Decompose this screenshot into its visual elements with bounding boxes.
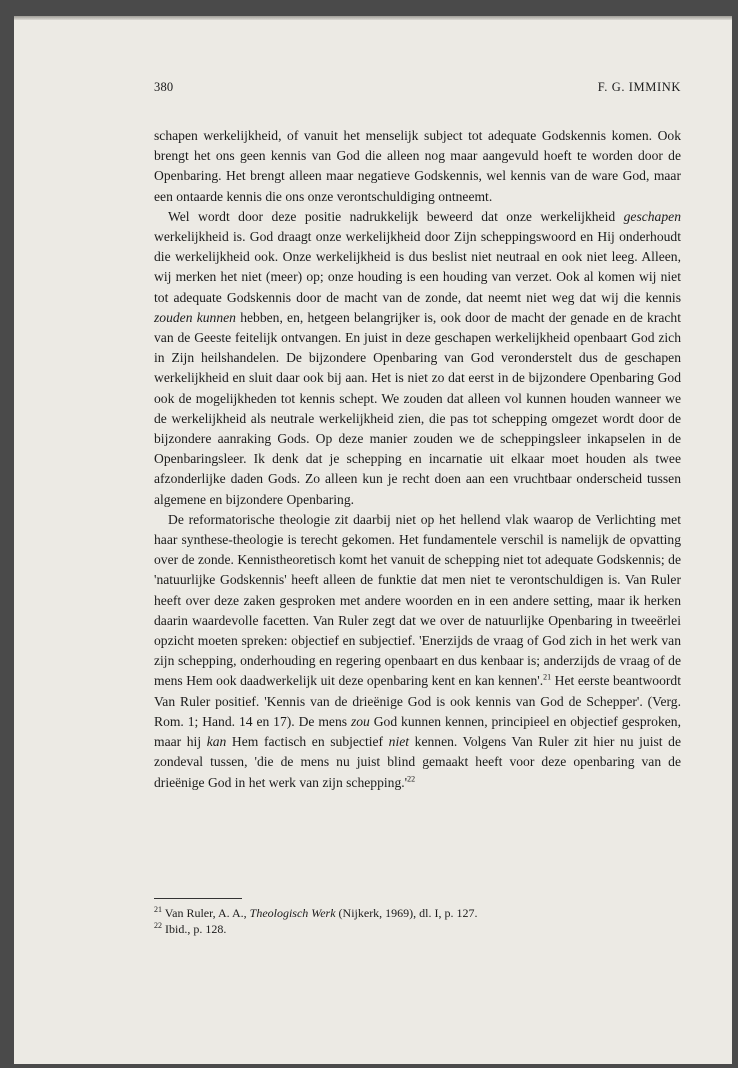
paragraph-1: schapen werkelijkheid, of vanuit het menselijk subject tot adequate Godskennis komen. Ook brengt het ons geen kennis van God die alleen nog maar aangevuld hoeft te worden door de Openbaring. Het brengt alleen maar negatieve Godskennis, wel kennis van de ware God, maar een ontaarde kennis die ons onze verontschuldiging ontneemt.: [154, 128, 681, 204]
scan-edge: [14, 16, 732, 20]
body-text: [154, 126, 681, 793]
page-number: 380: [154, 80, 174, 94]
running-head: F. G. IMMINK: [597, 80, 681, 94]
book-page: [14, 16, 732, 1064]
emphasis-zou: zou: [350, 713, 370, 729]
footnote-ref-21[interactable]: 21: [543, 672, 552, 682]
emphasis-kan: kan: [206, 734, 227, 750]
paragraph-3: De reformatorische theologie zit daarbij niet op het hellend vlak waarop de Verlichting met haar synthese-theologie is terecht gekomen. Het fundamentele verschil is namelijk de opvatting over de zonde. Kennistheoretisch komt het vanuit de schepping niet tot adequate Godskennis; de 'natuurlijke Godskennis' heeft alleen de funktie dat men niet te verontschuldigen is. Van Ruler heeft over deze zaken gesproken met andere woorden en in een andere setting, maar ik herken daarin waardevolle facetten. Van Ruler zegt dat we over de natuurlijke Openbaring in tweeërlei opzicht moeten spreken: objectief en subjectief. 'Enerzijds de vraag of God zich in het werk van zijn schepping, onderhouding en regering openbaart en dus kenbaar is; anderzijds de vraag of de mens Hem ook daadwerkelijk uit deze openbaring kent en kan kennen'.$^{21}$ Het eerste beantwoordt Van Ruler positief. 'Kennis van de drieënige God is ook kennis van God de Schepper'. (Verg. Rom. 1; Hand. 14 en 17). De mens zou God kunnen kennen, principieel en objectief gesproken, maar hij kan Hem factisch en subjectief niet kennen. Volgens Van Ruler zit hier nu juist de zondeval tussen, 'die de mens nu juist blind gemaakt heeft voor deze openbaring van de drieënige God in het werk van zijn $schepping.'^{22}$: [154, 511, 681, 790]
footnote-divider: [154, 898, 242, 899]
footnote-number: 21: [154, 905, 162, 914]
emphasis-zouden-kunnen: zouden kunnen: [154, 309, 236, 325]
footnote-21: $^{21}$ Van Ruler, A. A., Theologisch Werk (Nijkerk, 1969), dl. I, p. 127.: [154, 905, 478, 920]
paragraph-2: Wel wordt door deze positie nadrukkelijk beweerd dat onze werkelijkheid geschapen werkelijkheid is. God draagt onze werkelijkheid door Zijn scheppingswoord en Hij onderhoudt die werkelijkheid ook. Onze werkelijkheid is dus beslist niet neutraal en ook niet leeg. Alleen, wij merken het niet (meer) op; onze houding is een houding van verzet. Ook al komen wij niet tot adequate Godskennis door de macht van de zonde, dat neemt niet weg dat wij die kennis zouden kunnen hebben, en, hetgeen belangrijker is, ook door de macht der genade en de kracht van de Geeste feitelijk ontvangen. En juist in deze geschapen werkelijkheid openbaart God zich in Zijn heilshandelen. De bijzondere Openbaring van God veronderstelt dus de geschapen werkelijkheid en sluit daar ook bij aan. Het is niet zo dat eerst in de bijzondere Openbaring God ook de mogelijkheden tot kennis schept. We zouden dat alleen vol kunnen houden wanneer we de werkelijkheid als neutrale werkelijkheid zien, die pas tot schepping omgezet wordt door de bijzondere aanraking Gods. Op deze manier zouden we de scheppingsleer inkapselen in de Openbaringsleer. Ik denk dat je schepping en incarnatie uit elkaar moet houden als twee afzonderlijke daden Gods. Zo alleen kun je recht doen aan een vruchtbaar onderscheid tussen algemene en bijzondere Openbaring.: [154, 208, 681, 507]
footnote-title: Theologisch Werk: [249, 906, 336, 920]
emphasis-niet: niet: [388, 734, 410, 750]
emphasis-geschapen: geschapen: [623, 208, 681, 224]
page-header: [154, 80, 681, 102]
footnote-number: 22: [154, 921, 162, 930]
footnotes: [154, 905, 681, 937]
footnote-ref-22[interactable]: 22: [407, 773, 416, 783]
footnote-22: $^{22}$ Ibid., p. 128.: [154, 921, 227, 936]
